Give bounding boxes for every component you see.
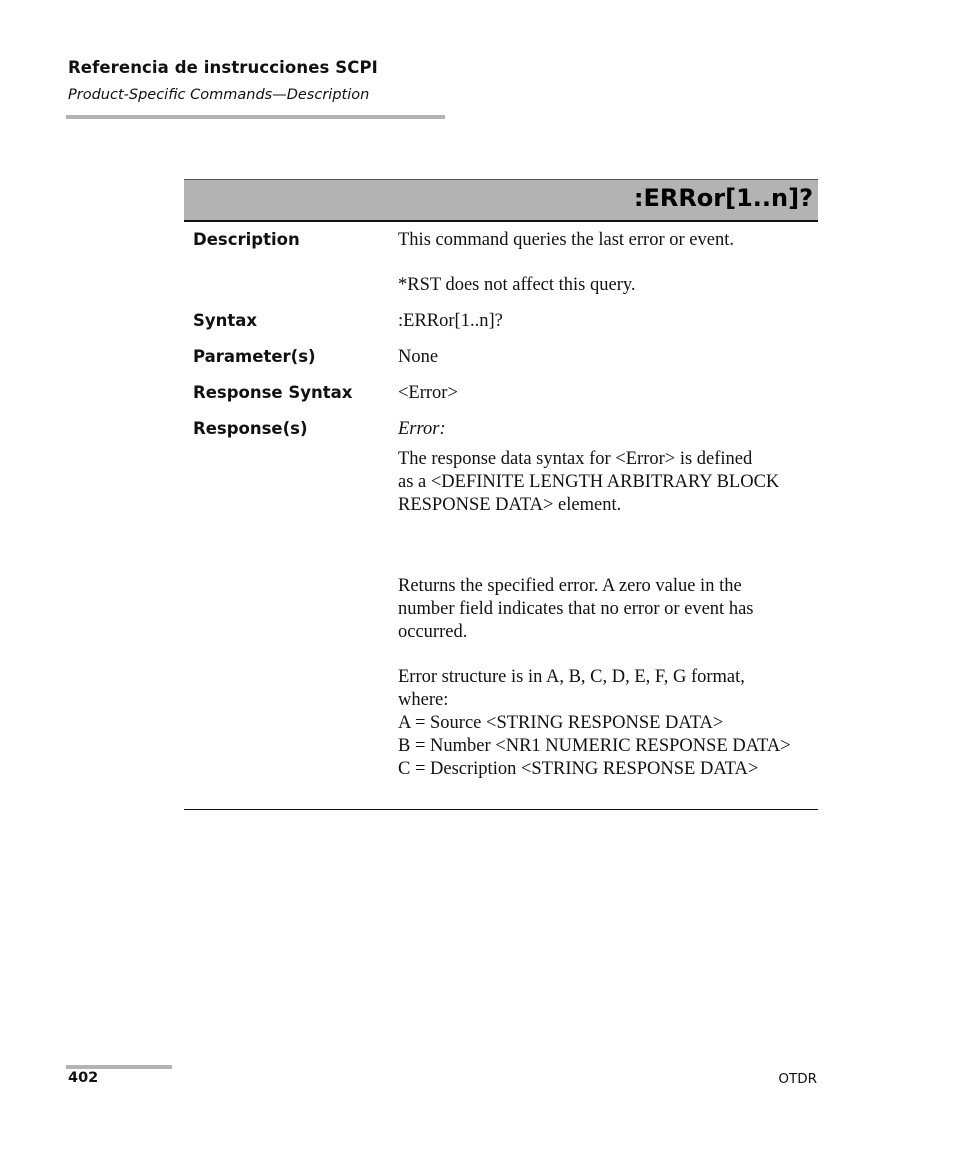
response-structure-line: Error structure is in A, B, C, D, E, F, G format,: [398, 667, 745, 687]
command-title: :ERRor[1..n]?: [633, 184, 813, 212]
parameters-label: Parameter(s): [193, 347, 316, 366]
header-rule: [66, 115, 445, 119]
response-structure-line: where:: [398, 690, 449, 710]
page-number: 402: [68, 1070, 99, 1086]
section-title: Referencia de instrucciones SCPI: [68, 58, 378, 77]
description-label: Description: [193, 230, 300, 249]
response-returns-line: Returns the specified error. A zero value in the: [398, 576, 742, 596]
product-name: OTDR: [778, 1071, 817, 1087]
parameters-value: None: [398, 347, 439, 367]
response-returns-line: occurred.: [398, 622, 468, 642]
description-line-1: This command queries the last error or event.: [398, 230, 734, 250]
response-syntax-label: Response Syntax: [193, 383, 353, 402]
description-line-2: *RST does not affect this query.: [398, 275, 636, 295]
syntax-value: :ERRor[1..n]?: [398, 311, 503, 331]
response-structure-line: A = Source <STRING RESPONSE DATA>: [398, 713, 724, 733]
response-data-syntax: [398, 448, 818, 517]
command-title-bar: [184, 179, 818, 222]
footer-rule: [66, 1065, 172, 1069]
response-structure-line: B = Number <NR1 NUMERIC RESPONSE DATA>: [398, 736, 791, 756]
response-syntax-value: <Error>: [398, 383, 458, 403]
response-data-syntax-line: RESPONSE DATA> element.: [398, 495, 622, 515]
response-structure: [398, 666, 818, 781]
section-subtitle: Product-Specific Commands—Description: [68, 87, 370, 103]
responses-label: Response(s): [193, 419, 308, 438]
response-returns: [398, 575, 818, 644]
response-structure-line: C = Description <STRING RESPONSE DATA>: [398, 759, 759, 779]
response-name: Error:: [398, 419, 446, 439]
table-bottom-rule: [184, 809, 818, 810]
response-data-syntax-line: as a <DEFINITE LENGTH ARBITRARY BLOCK: [398, 472, 780, 492]
response-data-syntax-line: The response data syntax for <Error> is defined: [398, 449, 753, 469]
response-returns-line: number field indicates that no error or event has: [398, 599, 754, 619]
syntax-label: Syntax: [193, 311, 258, 330]
